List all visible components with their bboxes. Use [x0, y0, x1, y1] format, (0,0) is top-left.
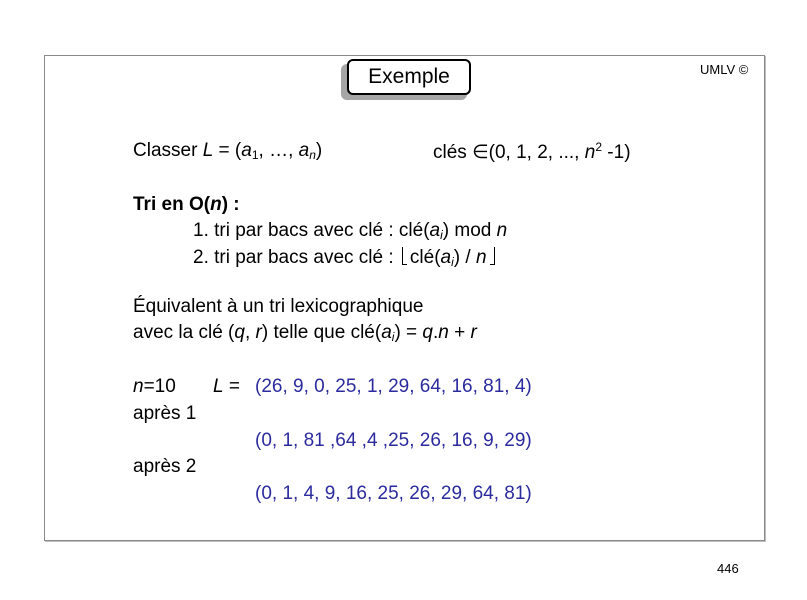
- floor-open-icon: [402, 247, 407, 265]
- step1-mod: ) mod: [442, 220, 497, 241]
- step1-a: a: [429, 220, 441, 241]
- list-var-L: L: [202, 140, 214, 161]
- equiv-q2: q: [422, 322, 433, 343]
- equiv-r: r: [255, 322, 262, 343]
- equiv-prefix: avec la clé (: [133, 322, 235, 343]
- floor-close-icon: [490, 247, 495, 265]
- cles-line: [433, 141, 631, 162]
- equiv-q: q: [234, 322, 245, 343]
- step2-cle: clé(: [409, 247, 441, 268]
- equiv-i: i: [391, 330, 395, 344]
- element-of-symbol: ∈: [472, 142, 489, 163]
- tri-step-1: [193, 221, 507, 241]
- equiv-n: n: [438, 322, 449, 343]
- tri-heading: [133, 195, 240, 214]
- tri-step-2: [193, 247, 498, 268]
- example-n-value: =10: [143, 376, 176, 397]
- var-a1: a: [241, 140, 252, 161]
- equiv-mid: ) telle que clé(: [261, 322, 382, 343]
- umlv-copyright-label: UMLV ©: [700, 62, 749, 77]
- tri-heading-prefix: Tri en O(: [133, 194, 211, 215]
- sub-1: 1: [251, 148, 259, 162]
- step1-n: n: [496, 220, 508, 241]
- initial-list: (26, 9, 0, 25, 1, 29, 64, 16, 81, 4): [255, 376, 532, 397]
- equiv-line-2: [133, 323, 477, 343]
- var-an: a: [298, 140, 310, 161]
- cles-set: (0, 1, 2, ...,: [488, 142, 585, 163]
- cles-n: n: [584, 142, 596, 163]
- n-equals-10: [133, 377, 176, 396]
- step1-prefix: 1. tri par bacs avec clé : clé(: [193, 220, 430, 241]
- step1-i: i: [440, 228, 443, 242]
- cles-end: -1): [602, 142, 631, 163]
- classer-ellipsis: , …,: [258, 140, 299, 161]
- page-number: 446: [717, 561, 739, 576]
- equiv-dot: .: [433, 322, 439, 343]
- apres-2-label: après 2: [133, 456, 197, 477]
- example-L-eq: =: [223, 376, 240, 397]
- classer-prefix: Classer: [133, 140, 203, 161]
- apres-1-label: après 1: [133, 403, 197, 424]
- example-n: n: [133, 376, 144, 397]
- equiv-plus: +: [448, 322, 471, 343]
- tri-heading-suffix: ) :: [221, 194, 240, 215]
- step2-div: ) /: [453, 247, 476, 268]
- step2-i: i: [451, 255, 454, 269]
- equiv-eq: ) =: [394, 322, 423, 343]
- cles-exponent: 2: [595, 140, 603, 154]
- equiv-line-1: Équivalent à un tri lexicographique: [133, 296, 424, 317]
- L-equals: [213, 377, 240, 396]
- classer-eq: = (: [213, 140, 242, 161]
- list-after-pass-1: (0, 1, 81 ,64 ,4 ,25, 26, 16, 9, 29): [255, 430, 532, 451]
- step2-a: a: [440, 247, 452, 268]
- slide-title: [347, 59, 471, 95]
- cles-prefix: clés: [433, 142, 473, 163]
- tri-heading-n: n: [210, 194, 222, 215]
- classer-line: [133, 141, 322, 161]
- step2-prefix: 2. tri par bacs avec clé :: [193, 247, 399, 268]
- slide-title-text: Exemple: [368, 65, 450, 88]
- step2-n: n: [475, 247, 487, 268]
- equiv-comma: ,: [244, 322, 256, 343]
- equiv-a: a: [381, 322, 392, 343]
- list-after-pass-2: (0, 1, 4, 9, 16, 25, 26, 29, 64, 81): [255, 483, 532, 504]
- example-L: L: [213, 376, 224, 397]
- sub-n: n: [309, 148, 316, 162]
- classer-close: ): [315, 140, 323, 161]
- equiv-r2: r: [470, 322, 477, 343]
